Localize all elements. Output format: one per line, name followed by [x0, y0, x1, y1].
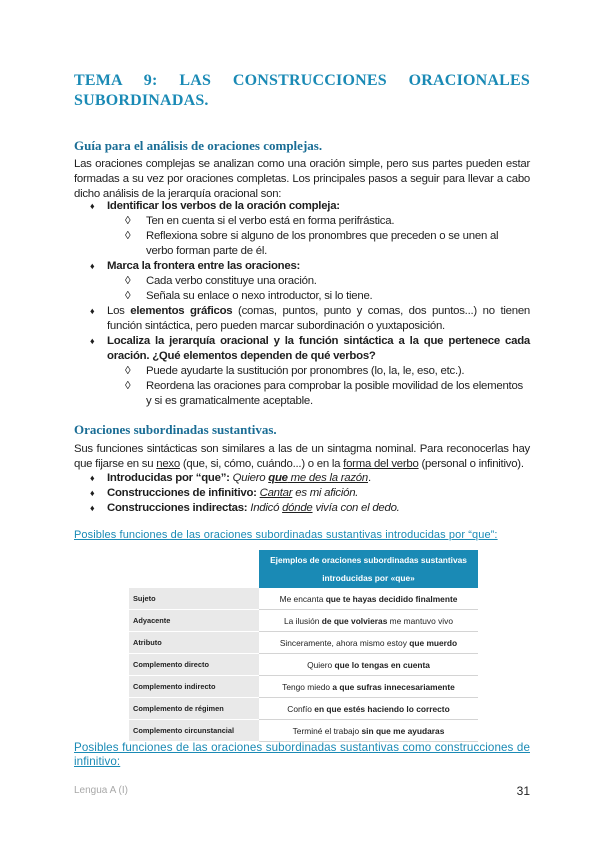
type-que: ♦ Introducidas por “que”: Quiero que me des la razón. — [74, 471, 530, 486]
table-row: Complemento directo Quiero que lo tengas en cuenta — [129, 654, 478, 676]
section-heading-analysis: Guía para el análisis de oraciones complejas. — [74, 138, 323, 153]
page-number: 31 — [516, 784, 530, 798]
substep: ◊ Reflexiona sobre si alguno de los pronombres que preceden o se unen al verbo forman parte de él. — [125, 230, 499, 257]
substantive-types — [74, 471, 530, 516]
section-heading-substantive: Oraciones subordinadas sustantivas. — [74, 422, 277, 437]
substantive-intro: Sus funciones sintácticas son similares a las de un sintagma nominal. Para reconocerlas hay que fijarse en su nexo (que, si, cómo, cuándo...) o en la forma del verbo (personal o infinitivo). — [74, 443, 530, 470]
footer-subject: Lengua A (I) — [74, 785, 128, 796]
step-mark-boundaries: ♦ Marca la frontera entre las oraciones: — [74, 259, 530, 274]
diamond-outline-icon: ◊ — [125, 275, 131, 287]
link-functions-infinitive[interactable]: Posibles funciones de las oraciones subordinadas sustantivas como construcciones de infinitivo: — [74, 741, 530, 768]
table-row: Sujeto Me encanta que te hayas decidido finalmente — [129, 588, 478, 610]
diamond-outline-icon: ◊ — [125, 230, 131, 242]
table-row: Atributo Sinceramente, ahora mismo estoy que muerdo — [129, 632, 478, 654]
analysis-steps — [74, 199, 530, 409]
table-row: Complemento de régimen Confío en que estés haciendo lo correcto — [129, 698, 478, 720]
diamond-outline-icon: ◊ — [125, 380, 131, 392]
type-indirect: ♦ Construcciones indirectas: Indicó dónde vivía con el dedo. — [74, 501, 530, 516]
analysis-intro: Las oraciones complejas se analizan como una oración simple, pero sus partes pueden estar formadas a su vez por oraciones completas. Los principales pasos a seguir para llevar a cabo dicho análisis de la jerarquía oracional son: — [74, 158, 530, 200]
diamond-outline-icon: ◊ — [125, 290, 131, 302]
table-header: Ejemplos de oraciones subordinadas sustantivas introducidas por «que» — [259, 550, 478, 588]
substep: ◊ Puede ayudarte la sustitución por pronombres (lo, la, le, eso, etc.). — [125, 365, 465, 377]
document-page — [74, 0, 530, 848]
diamond-outline-icon: ◊ — [125, 365, 131, 377]
functions-table — [129, 550, 478, 742]
step-graphic-elements: ♦ Los elementos gráficos (comas, puntos, punto y comas, dos puntos...) no tienen función sintáctica, pero pueden marcar subordinación o yuxtaposición. — [74, 304, 530, 334]
step-identify-verbs: ♦ Identificar los verbos de la oración compleja: — [74, 199, 530, 214]
step-hierarchy: ♦ Localiza la jerarquía oracional y la función sintáctica a la que pertenece cada oración. ¿Qué elementos dependen de qué verbos? — [74, 334, 530, 364]
link-functions-que[interactable]: Posibles funciones de las oraciones subordinadas sustantivas introducidas por “que”: — [74, 529, 498, 541]
table-row: Complemento circunstancial Terminé el trabajo sin que me ayudaras — [129, 720, 478, 742]
substep: ◊ Ten en cuenta si el verbo está en forma perifrástica. — [125, 215, 395, 227]
substep: ◊ Cada verbo constituye una oración. — [125, 275, 317, 287]
table-row: Complemento indirecto Tengo miedo a que sufras innecesariamente — [129, 676, 478, 698]
diamond-outline-icon: ◊ — [125, 215, 131, 227]
type-infinitive: ♦ Construcciones de infinitivo: Cantar es mi afición. — [74, 486, 530, 501]
page-title: TEMA 9: LAS CONSTRUCCIONES ORACIONALES SUBORDINADAS. — [74, 72, 530, 109]
substep: ◊ Señala su enlace o nexo introductor, si lo tiene. — [125, 290, 373, 302]
table-row: Adyacente La ilusión de que volvieras me mantuvo vivo — [129, 610, 478, 632]
substep: ◊ Reordena las oraciones para comprobar la posible movilidad de los elementos y si es gramaticalmente aceptable. — [125, 380, 523, 407]
